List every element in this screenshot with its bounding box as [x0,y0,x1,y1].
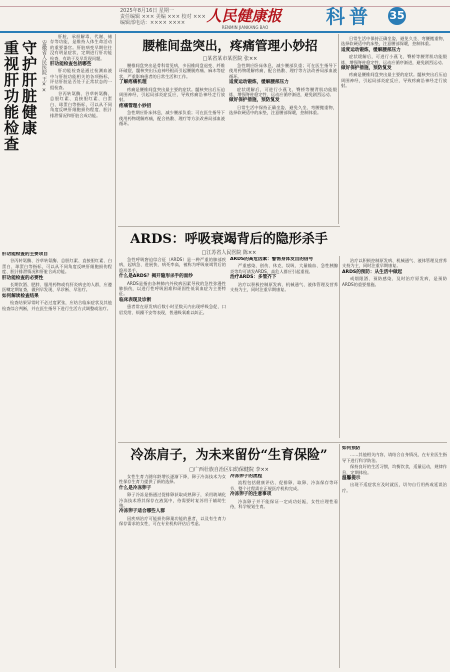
left-article-title-2: 守护肝脏健康 [20,40,38,136]
top-paragraph: 日常生活中保持正确坐姿，避免久坐、弯腰搬重物，选择软硬适中的床垫，注意腰部保暖，控制体重。 [229,104,337,116]
top-subhead: 做好保护措施，预防复发 [341,66,392,72]
logo-subtitle: RENMIN JIANKANG BAO [221,25,269,30]
top-paragraph: 急性期应卧床休息，减少腰部负重；可在医生指导下使用药物缓解疼痛，配合热敷、理疗等方法改善局部血液循环。 [119,110,225,127]
newspaper-logo: 人民健康报 [206,7,282,25]
section-title: 科普 [326,6,373,28]
right-subhead: 如何预防 [342,446,361,451]
right-paragraph: 保持良好的生活习惯，均衡饮食，适量运动，规律作息，定期体检。 [342,464,447,475]
top-paragraph: 疼痛是腰椎间盘突出最主要的症状。髓核突出后压迫周围神经，引起局部炎症反应，导致疼痛沿神经走行放射。 [341,72,447,89]
date-line: 2025年8月16日 星期一 [120,8,174,14]
bottom-subhead: 冷冻卵子适合哪些人群 [119,509,165,515]
top-article-col-1 [119,63,225,223]
middle-paragraph: 治疗以积极控制原发病、机械通气、液体管理及营养支持为主，同时注重早期康复。 [230,281,338,293]
top-subhead: 做好保护措施，预防复发 [229,98,280,104]
left-subhead: 如何解读检查结果 [2,293,39,299]
left-article-author: 安徽省人民医院 王×× [41,40,47,94]
page-number-badge: 35 [388,7,406,25]
middle-article-col-2 [230,257,338,437]
left-article-title-1: 重视肝功能检查 [2,40,20,152]
right-paragraph: ……其他相关内容，请结合自身情况，在专业医生指导下进行科学防治。 [342,452,447,463]
top-article-author: □某省某市某医院 张×× [202,56,258,62]
top-paragraph: 症状缓解后，可进行小燕飞、臀桥等腰背肌功能锻炼，增强脊柱稳定性，运动应循序渐进，避免剧烈运动。 [229,86,337,98]
column-divider [339,256,340,438]
left-subhead: 肝功能检查包括哪些 [50,62,92,68]
top-subhead: 适度运动锻炼，缓解腰部压力 [229,80,289,86]
left-article-intro [50,34,112,244]
bottom-paragraph: 因疾病治疗可能损伤卵巢功能的患者，以及有生育力保存需求的女性，可在专业机构评估后考虑。 [119,515,226,527]
bottom-article-col-2 [230,474,338,668]
masthead-meta [120,8,206,26]
bottom-paragraph: 卵子冷冻是指通过促排卵获取成熟卵子，采用玻璃化冷冻技术将其保存在液氮中，待需要时复苏用于辅助生殖。 [119,492,226,509]
top-subhead: 适度运动锻炼，缓解腰部压力 [341,47,401,53]
column-divider [339,444,340,668]
middle-article-col-1 [119,257,226,437]
left-paragraph: 肝功能检查是通过检测血液中与肝脏功能相关的各项指标，评估肝脏是否处于正常状态的一组检查。 [50,68,112,90]
middle-paragraph: 戒烟限酒、预防感染、及时治疗原发病，是预防ARDS的重要措施。 [342,276,447,287]
middle-paragraph: 治疗以积极控制原发病、机械通气、液体管理及营养支持为主，同时注重早期康复。 [342,258,447,269]
left-article-body [2,252,112,668]
middle-paragraph: 严重感染、创伤、休克、误吸、大量输血、急性胰腺炎等均可诱发ARDS，高危人群应引起重视。 [230,263,338,274]
top-paragraph: 症状缓解后，可进行小燕飞、臀桥等腰背肌功能锻炼，增强脊柱稳定性，运动应循序渐进，避免剧烈运动。 [341,54,447,65]
left-paragraph: 长期饮酒、肥胖、服用药物或有肝炎病史的人群，应遵医嘱定期复查，做到早发现、早诊断、早治疗。 [2,282,112,293]
section-divider [118,226,340,227]
bottom-article-title: 冷冻肩子，为未来留份“生育保险” [130,448,328,463]
middle-subhead: 临床表现及诊断 [119,297,152,303]
left-paragraph: 谷丙转氨酶、谷草转氨酶、总胆红素、直接胆红素、白蛋白、球蛋白等指标，可以从不同角度反映肝细胞损伤程度、胆汁排泄情况和肝脏合成功能。 [2,258,112,275]
top-paragraph: 日常生活中保持正确坐姿，避免久坐、弯腰搬重物，选择软硬适中的床垫，注意腰部保暖，控制体重。 [341,36,447,47]
top-article-title: 腰椎间盘突出，疼痛管理小妙招 [142,38,318,53]
left-subhead: 肝功能检查的必要性 [2,275,44,281]
bottom-subhead: 冷冻卵子的注意事项 [230,492,272,498]
top-subhead: 疼痛管理小妙招 [119,103,152,109]
right-subhead: 温馨提示 [342,476,361,482]
masthead-bottom-rule [0,31,450,33]
middle-article-title: ARDS：呼吸衰竭背后的隐形杀手 [130,232,328,247]
bottom-article-author: □广西壮族自治区妇幼保健院 李×× [189,467,269,473]
bottom-subhead: 冷冻卵子的流程 [230,474,263,479]
middle-article-col-3 [342,258,447,438]
bottom-article-col-1 [119,474,226,668]
middle-subhead: ARDS的预防：从生活中做起 [342,269,403,275]
column-divider [115,34,116,668]
bottom-subhead: 什么是冷冻卵子 [119,485,152,491]
middle-subhead: 治疗ARDS：多管齐下 [230,275,277,281]
middle-paragraph: ARDS是指由各种肺内外致病因素导致的急性弥漫性肺损伤，以进行性呼吸困难和顽固性低氧血症为主要特征。 [119,280,226,297]
right-column-body [342,446,447,668]
top-paragraph: 急性期应卧床休息，减少腰部负重；可在医生指导下使用药物缓解疼痛，配合热敷、理疗等方法改善局部血液循环。 [229,63,337,79]
column-divider [338,34,339,224]
left-subhead: 肝功能检查的主要项目 [2,252,48,257]
top-article-col-2 [229,63,337,223]
left-paragraph: 检查结果异常时不必过度紧张，应结合临床症状及其他检查综合判断，并在医生指导下进行生活方式调整或治疗。 [2,300,112,311]
middle-subhead: ARDS的高危因素：警惕身体发出的信号 [230,257,314,262]
top-paragraph: 疼痛是腰椎间盘突出最主要的症状。髓核突出后压迫周围神经，引起局部炎症反应，导致疼痛沿神经走行放射。 [119,86,225,103]
middle-paragraph: 患者常在原发病后数小时至数天内出现呼吸急促、口唇发绀、烦躁不安等表现，普通吸氧难以纠正。 [119,304,226,315]
left-paragraph: 肝脏，承担解毒、代谢、储存等功能，是维持人体生命活动的重要器官。肝脏病变早期往往没有明显症状，定期进行肝功能检查，有助于及早发现问题。 [50,34,112,61]
bottom-paragraph: 冷冻卵子并不能保证一定成功妊娠，女性应理性看待，科学规划生育。 [230,498,338,510]
top-paragraph: 腰椎间盘突出是骨科常见病，多因椎间盘退变、纤维环破裂，髓核突出压迫神经根而引起腰腿疼痛、麻木等症状，严重影响患者的日常生活和工作。 [119,63,225,79]
bottom-paragraph: 流程包括健康评估、促排卵、取卵、冷冻保存等环节，整个过程需在正规医疗机构完成。 [230,480,338,491]
top-article-col-3 [341,36,447,254]
right-paragraph: 出现不适症状应及时就医，切勿自行用药或延误治疗。 [342,482,447,493]
middle-subhead: 什么是ARDS？揭开隐形杀手的面纱 [119,274,193,280]
middle-article-author: □江苏省人民医院 陈×× [201,250,257,256]
bottom-paragraph: 女性生育力随年龄增长逐渐下降，卵子冷冻技术为女性保存生育力提供了新的选择。 [119,474,226,485]
left-paragraph: 谷丙转氨酶、谷草转氨酶、总胆红素、直接胆红素、白蛋白、球蛋白等指标，可以从不同角度反映肝细胞损伤程度、胆汁排泄情况和肝脏合成功能。 [50,91,112,118]
top-subhead: 了解疼痛机理 [119,80,147,86]
section-divider [118,442,447,443]
editor-line: 责任编辑 ××× 美编 ××× 校对 ××× [120,14,206,20]
middle-paragraph: 急性呼吸窘迫综合征（ARDS）是一种严重的肺部疾病，起病急、进展快、病死率高，被称为呼吸衰竭背后的隐形杀手。 [119,257,226,273]
contact-line: 编辑部电话：×××× ×××× [120,20,186,26]
